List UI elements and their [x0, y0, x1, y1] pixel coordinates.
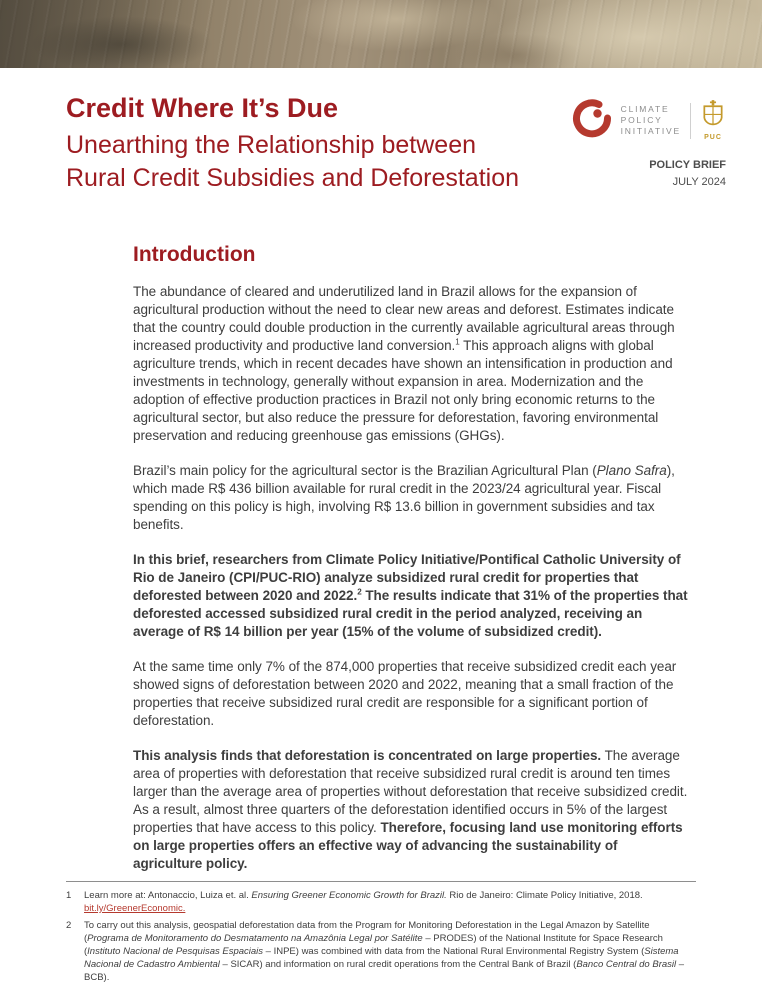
paragraph	[133, 551, 690, 641]
footnote-marker: 1	[455, 337, 460, 347]
footnote-link[interactable]: bit.ly/GreenerEconomic.	[84, 903, 186, 914]
puc-logo	[700, 100, 726, 141]
text-run: – INPE) was combined with data from the National Rural Environmental Registry System (	[263, 946, 645, 957]
text-run: Banco Central do Brasil	[576, 959, 677, 970]
text-run: – SICAR) and information on rural credit operations from the Central Bank of Brazil (	[219, 959, 577, 970]
main-content	[0, 195, 762, 873]
text-run: Rio de Janeiro: Climate Policy Initiative, 2018.	[446, 890, 643, 901]
text-run: The results indicate that 31% of the properties that deforested accessed subsidized rural credit in the period analyzed, receiving an average of R$ 14 billion per year (15% of the volume of subsidized credit).	[133, 588, 688, 640]
text-run: – PRODES) of the National Institute for Space Research (	[84, 933, 663, 957]
title-block	[66, 92, 519, 195]
puc-logo-label: PUC	[704, 134, 722, 141]
text-run: Programa de Monitoramento do Desmatamento na Amazônia Legal por Satélite	[87, 933, 423, 944]
paragraph	[133, 462, 690, 534]
body-paragraphs	[133, 283, 690, 873]
text-run: Ensuring Greener Economic Growth for Brazil.	[251, 890, 447, 901]
footnote-marker: 2	[357, 587, 362, 597]
logo-divider	[690, 103, 691, 139]
text-run: To carry out this analysis, geospatial deforestation data from the Program for Monitoring Deforestation in the Legal Amazon by Satellite (	[84, 920, 650, 944]
logo-block	[572, 92, 726, 195]
page-title: Credit Where It’s Due	[66, 93, 339, 123]
text-run: – BCB).	[84, 959, 685, 983]
text-run: Sistema Nacional de Cadastro Ambiental	[84, 946, 679, 970]
paragraph	[133, 658, 690, 730]
text-run: ), which made R$ 436 billion available for rural credit in the 2023/24 agricultural year. Fiscal spending on this policy is high, involving R$ 13.6 billion in government subsidies and tax benefits.	[133, 463, 675, 533]
text-run: Therefore, focusing land use monitoring efforts on large properties offers an effective way of advancing the sustainability of agriculture policy.	[133, 820, 683, 872]
text-run: Instituto Nacional de Pesquisas Espaciais	[87, 946, 264, 957]
footnote-text	[84, 919, 696, 984]
cpi-wordmark-line: POLICY	[620, 114, 663, 125]
brief-date: JULY 2024	[672, 175, 726, 188]
section-heading: Introduction	[133, 243, 256, 267]
brief-meta	[572, 157, 726, 190]
text-run: This approach aligns with global agriculture trends, which in recent decades have shown an intensification in production and investments in technology, generally without expansion in area. Modernization and the adoption of effective production practices in Brazil not only bring economic returns to the agricultural sector, but also reduce the pressure for deforestation, favoring environmental preservation and reducing greenhouse gas emissions (GHGs).	[133, 338, 673, 444]
footnote-number: 1	[66, 890, 72, 901]
paragraph	[133, 283, 690, 445]
aerial-banner-image	[0, 0, 762, 68]
footnote-rule	[66, 881, 696, 882]
page-subtitle	[66, 129, 519, 195]
footnotes	[66, 889, 696, 984]
cpi-logo-icon	[572, 98, 612, 143]
text-run: In this brief, researchers from Climate Policy Initiative/Pontifical Catholic University of Rio de Janeiro (CPI/PUC-RIO) analyze subsidized rural credit for properties that deforested between 2020 and 2022.	[133, 552, 681, 604]
text-run: The abundance of cleared and underutilized land in Brazil allows for the expansion of agricultural production without the need to clear new areas and deforest. Estimates indicate that the country could double production in the currently available agricultural areas through increased productivity and productive land conversion.	[133, 284, 675, 354]
footnote-area	[66, 881, 696, 988]
page-subtitle-line-1: Unearthing the Relationship between	[66, 131, 476, 160]
footnote	[66, 919, 696, 984]
text-run: At the same time only 7% of the 874,000 properties that receive subsidized credit each year showed signs of deforestation between 2020 and 2022, meaning that a small fraction of the properties that receive subsidized rural credit are responsible for a significant portion of deforestation.	[133, 659, 677, 729]
puc-crest-icon	[700, 100, 726, 133]
footnote-text	[84, 889, 696, 915]
text-run: Brazil’s main policy for the agricultural sector is the Brazilian Agricultural Plan (	[133, 463, 597, 479]
footnote-number: 2	[66, 920, 72, 931]
text-run: Learn more at: Antonaccio, Luiza et. al.	[84, 890, 252, 901]
footnote	[66, 889, 696, 915]
cpi-wordmark-line: INITIATIVE	[620, 126, 681, 137]
cpi-logo-wordmark	[621, 104, 681, 137]
text-run: The average area of properties with deforestation that receive subsidized rural credit is around ten times larger than the average area of properties without deforestation that receive subsidized credit. As a result, almost three quarters of the deforestation identified occurs in 5% of the largest properties that have access to this policy.	[133, 748, 688, 836]
text-run: This analysis finds that deforestation is concentrated on large properties.	[133, 748, 602, 764]
header	[0, 68, 762, 195]
page-subtitle-line-2: Rural Credit Subsidies and Deforestation	[66, 164, 520, 193]
policy-brief-label: POLICY BRIEF	[649, 159, 726, 171]
logos-row	[572, 98, 726, 143]
cpi-wordmark-line: CLIMATE	[620, 103, 670, 114]
text-run: Plano Safra	[596, 463, 667, 479]
paragraph	[133, 747, 690, 873]
